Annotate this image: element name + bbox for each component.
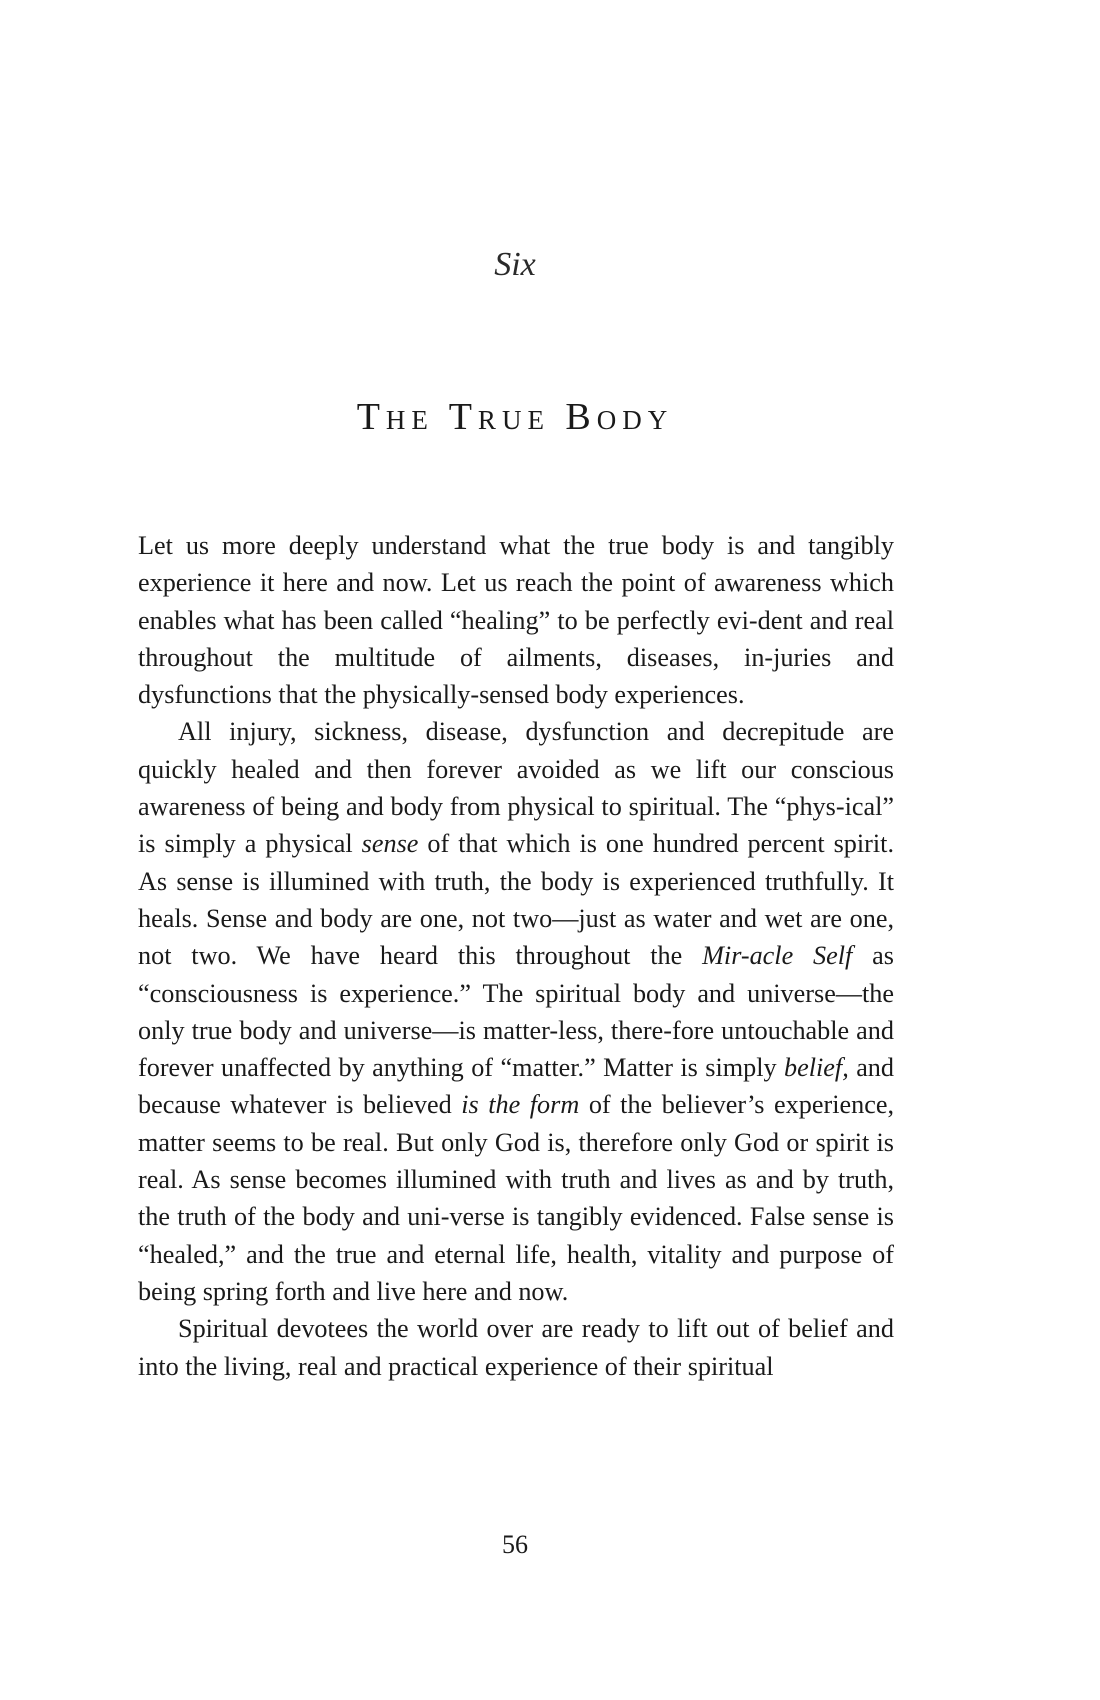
paragraph-text: Spiritual devotees the world over are ready to lift out of belief and into the living, real and practical experience of their spiritual xyxy=(138,1314,894,1381)
paragraph-1 xyxy=(138,527,894,713)
paragraph-text: of the believer’s experience, matter seems to be real. But only God is, therefore only God or spirit is real. As sense becomes illumined with truth and lives as and by truth, the truth of the body and uni-verse is tangibly evidenced. False sense is “healed,” and the true and eternal life, health, vitality and purpose of being spring forth and live here and now. xyxy=(138,1090,894,1306)
chapter-number: Six xyxy=(494,246,536,283)
emphasis-text: sense xyxy=(361,829,419,859)
paragraph-3 xyxy=(138,1310,894,1385)
page-number: 56 xyxy=(502,1530,528,1559)
book-title-reference: Mir-acle Self xyxy=(702,941,853,971)
paragraph-text: of that which is one hundred percent spirit. As sense is illumined with truth, the body is experienced truthfully. It heals. Sense and body are one, not two—just as water and wet are one, not two. We have heard this throughout the xyxy=(138,829,894,971)
body-text xyxy=(138,527,894,1385)
paragraph-text: as “consciousness is experience.” The spiritual body and universe—the only true body and universe—is matter-less, there-fore untouchable and forever unaffected by anything of “matter.” Matter is simply xyxy=(138,941,894,1083)
paragraph-text: All injury, sickness, disease, dysfunction and decrepitude are quickly healed and then forever avoided as we lift our conscious awareness of being and body from physical to spiritual. The “phys-ical” is simply a physical xyxy=(138,717,894,859)
paragraph-text: and because whatever is believed xyxy=(138,1053,894,1120)
paragraph-text: Let us more deeply understand what the true body is and tangibly experience it here and now. Let us reach the point of awareness which enables what has been called “healing” to be perfectly evi-dent and real throughout the multitude of ailments, diseases, in-juries and dysfunctions that the physically-sensed body experiences. xyxy=(138,531,894,710)
chapter-title: The True Body xyxy=(356,396,674,438)
emphasis-text: is the form xyxy=(461,1090,580,1120)
paragraph-2 xyxy=(138,713,894,1310)
emphasis-text: belief, xyxy=(784,1053,849,1083)
